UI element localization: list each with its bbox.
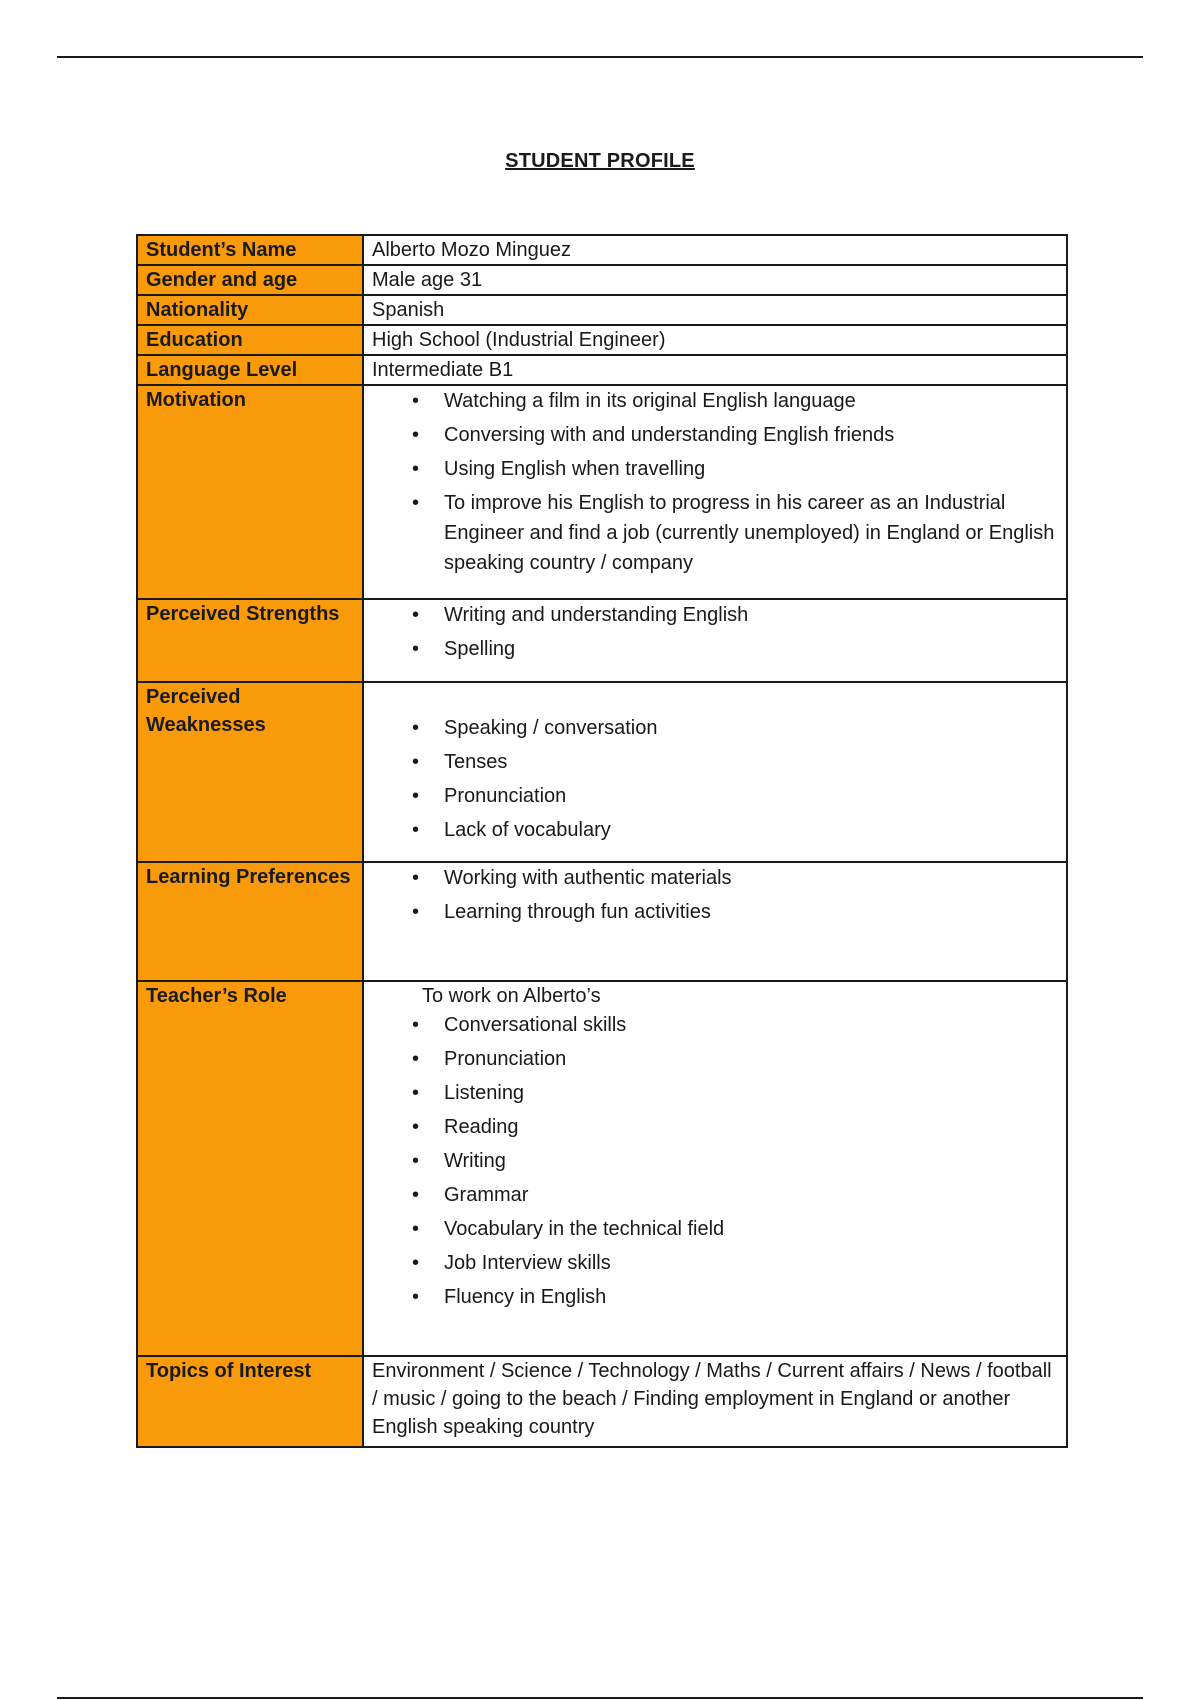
row-teacher-role xyxy=(137,981,1067,1356)
value-perceived-weaknesses xyxy=(363,682,1067,862)
list-item: • Reading xyxy=(412,1112,1058,1142)
value-motivation xyxy=(363,385,1067,599)
student-profile-table xyxy=(136,234,1068,1448)
teacher-role-intro: To work on Alberto’s xyxy=(422,985,601,1007)
label-gender-age: Gender and age xyxy=(137,265,363,295)
list-item: • Working with authentic materials xyxy=(412,863,1058,893)
row-motivation xyxy=(137,385,1067,599)
list-item: • Watching a film in its original English language xyxy=(412,386,1058,416)
list-item: • Job Interview skills xyxy=(412,1248,1058,1278)
row-gender-age xyxy=(137,265,1067,295)
row-language-level xyxy=(137,355,1067,385)
label-learning-preferences: Learning Preferences xyxy=(137,862,363,981)
list-item: • Writing xyxy=(412,1146,1058,1176)
value-nationality: Spanish xyxy=(363,295,1067,325)
list-item: • To improve his English to progress in his career as an Industrial Engineer and find a job (currently unemployed) in England or English speaking country / company xyxy=(412,488,1058,578)
row-education xyxy=(137,325,1067,355)
list-item: • Using English when travelling xyxy=(412,454,1058,484)
label-language-level: Language Level xyxy=(137,355,363,385)
label-student-name: Student’s Name xyxy=(137,235,363,265)
list-item: • Conversational skills xyxy=(412,1010,1058,1040)
weaknesses-list xyxy=(372,713,1058,845)
bottom-rule xyxy=(57,1697,1143,1699)
value-gender-age: Male age 31 xyxy=(363,265,1067,295)
row-preferences xyxy=(137,862,1067,981)
list-item: • Pronunciation xyxy=(412,1044,1058,1074)
value-topics-of-interest: Environment / Science / Technology / Maths / Current affairs / News / football / music / going to the beach / Finding employment in England or another English speaking country xyxy=(363,1356,1067,1447)
value-learning-preferences xyxy=(363,862,1067,981)
list-item: • Lack of vocabulary xyxy=(412,815,1058,845)
label-perceived-strengths: Perceived Strengths xyxy=(137,599,363,682)
teacher-role-list xyxy=(372,1010,1058,1312)
list-item: • Learning through fun activities xyxy=(412,897,1058,927)
row-strengths xyxy=(137,599,1067,682)
list-item: • Conversing with and understanding English friends xyxy=(412,420,1058,450)
list-item: • Fluency in English xyxy=(412,1282,1058,1312)
label-topics-of-interest: Topics of Interest xyxy=(137,1356,363,1447)
strengths-list xyxy=(372,600,1058,664)
value-teacher-role xyxy=(363,981,1067,1356)
row-topics xyxy=(137,1356,1067,1447)
list-item: • Pronunciation xyxy=(412,781,1058,811)
value-perceived-strengths xyxy=(363,599,1067,682)
list-item: • Vocabulary in the technical field xyxy=(412,1214,1058,1244)
value-education: High School (Industrial Engineer) xyxy=(363,325,1067,355)
preferences-list xyxy=(372,863,1058,927)
list-item: • Speaking / conversation xyxy=(412,713,1058,743)
list-item: • Writing and understanding English xyxy=(412,600,1058,630)
label-perceived-weaknesses: Perceived Weaknesses xyxy=(137,682,363,862)
label-nationality: Nationality xyxy=(137,295,363,325)
row-nationality xyxy=(137,295,1067,325)
label-motivation: Motivation xyxy=(137,385,363,599)
top-rule xyxy=(57,56,1143,58)
value-student-name: Alberto Mozo Minguez xyxy=(363,235,1067,265)
page-title: STUDENT PROFILE xyxy=(505,150,695,172)
row-weaknesses xyxy=(137,682,1067,862)
label-teacher-role: Teacher’s Role xyxy=(137,981,363,1356)
row-name xyxy=(137,235,1067,265)
list-item: • Listening xyxy=(412,1078,1058,1108)
list-item: • Tenses xyxy=(412,747,1058,777)
label-education: Education xyxy=(137,325,363,355)
list-item: • Spelling xyxy=(412,634,1058,664)
list-item: • Grammar xyxy=(412,1180,1058,1210)
value-language-level: Intermediate B1 xyxy=(363,355,1067,385)
motivation-list xyxy=(372,386,1058,578)
